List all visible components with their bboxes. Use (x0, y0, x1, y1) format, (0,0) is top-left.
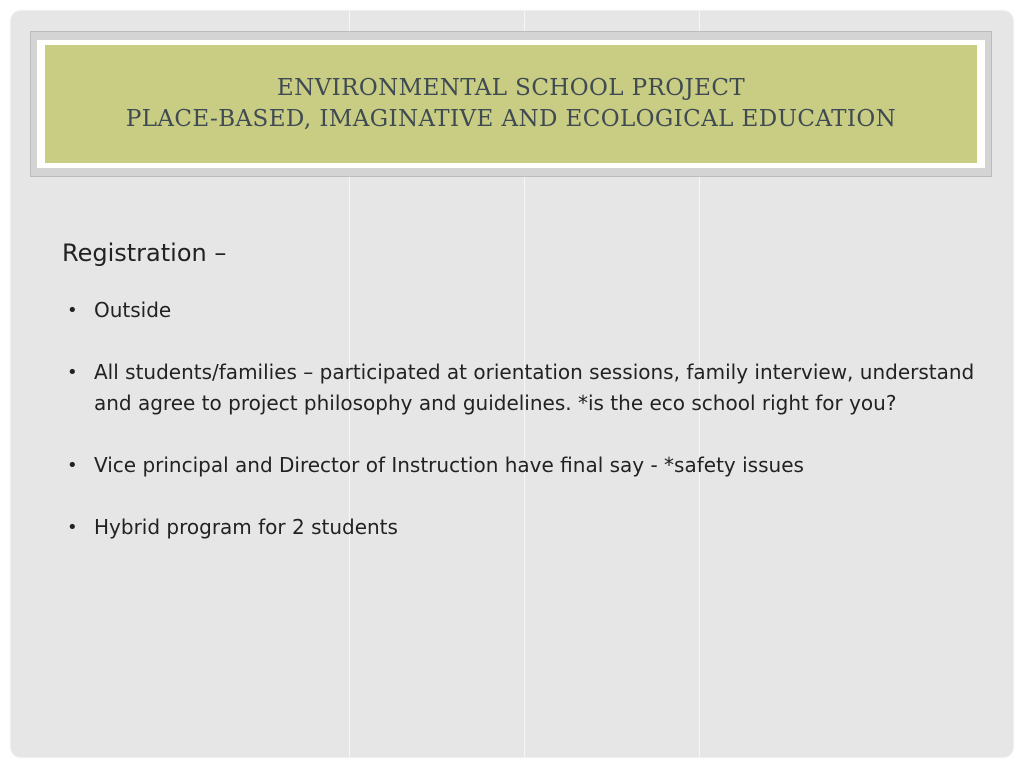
slide-content (62, 237, 982, 574)
title-line-2: PLACE-BASED, IMAGINATIVE AND ECOLOGICAL EDUCATION (125, 106, 897, 132)
bullet-dot-icon: • (67, 362, 78, 383)
bullet-text: Vice principal and Director of Instruction have final say - *safety issues (94, 453, 804, 477)
bullet-text: All students/families – participated at orientation sessions, family interview, understand and agree to project philosophy and guidelines. *is the eco school right for you? (94, 360, 975, 415)
section-heading: Registration – (62, 239, 227, 267)
bullet-dot-icon: • (67, 455, 78, 476)
bullet-item (62, 512, 982, 543)
title-line-1: ENVIRONMENTAL SCHOOL PROJECT (276, 75, 746, 101)
bullet-dot-icon: • (67, 517, 78, 538)
bullet-item (62, 295, 982, 326)
slide (11, 11, 1013, 757)
bullet-item (62, 357, 982, 419)
bullet-text: Hybrid program for 2 students (94, 515, 398, 539)
title-box (45, 45, 977, 163)
title-frame (30, 31, 992, 177)
bullet-dot-icon: • (67, 300, 78, 321)
bullet-item (62, 450, 982, 481)
title-inner-border (37, 40, 985, 168)
bullet-list (62, 295, 982, 543)
bullet-text: Outside (94, 298, 172, 322)
